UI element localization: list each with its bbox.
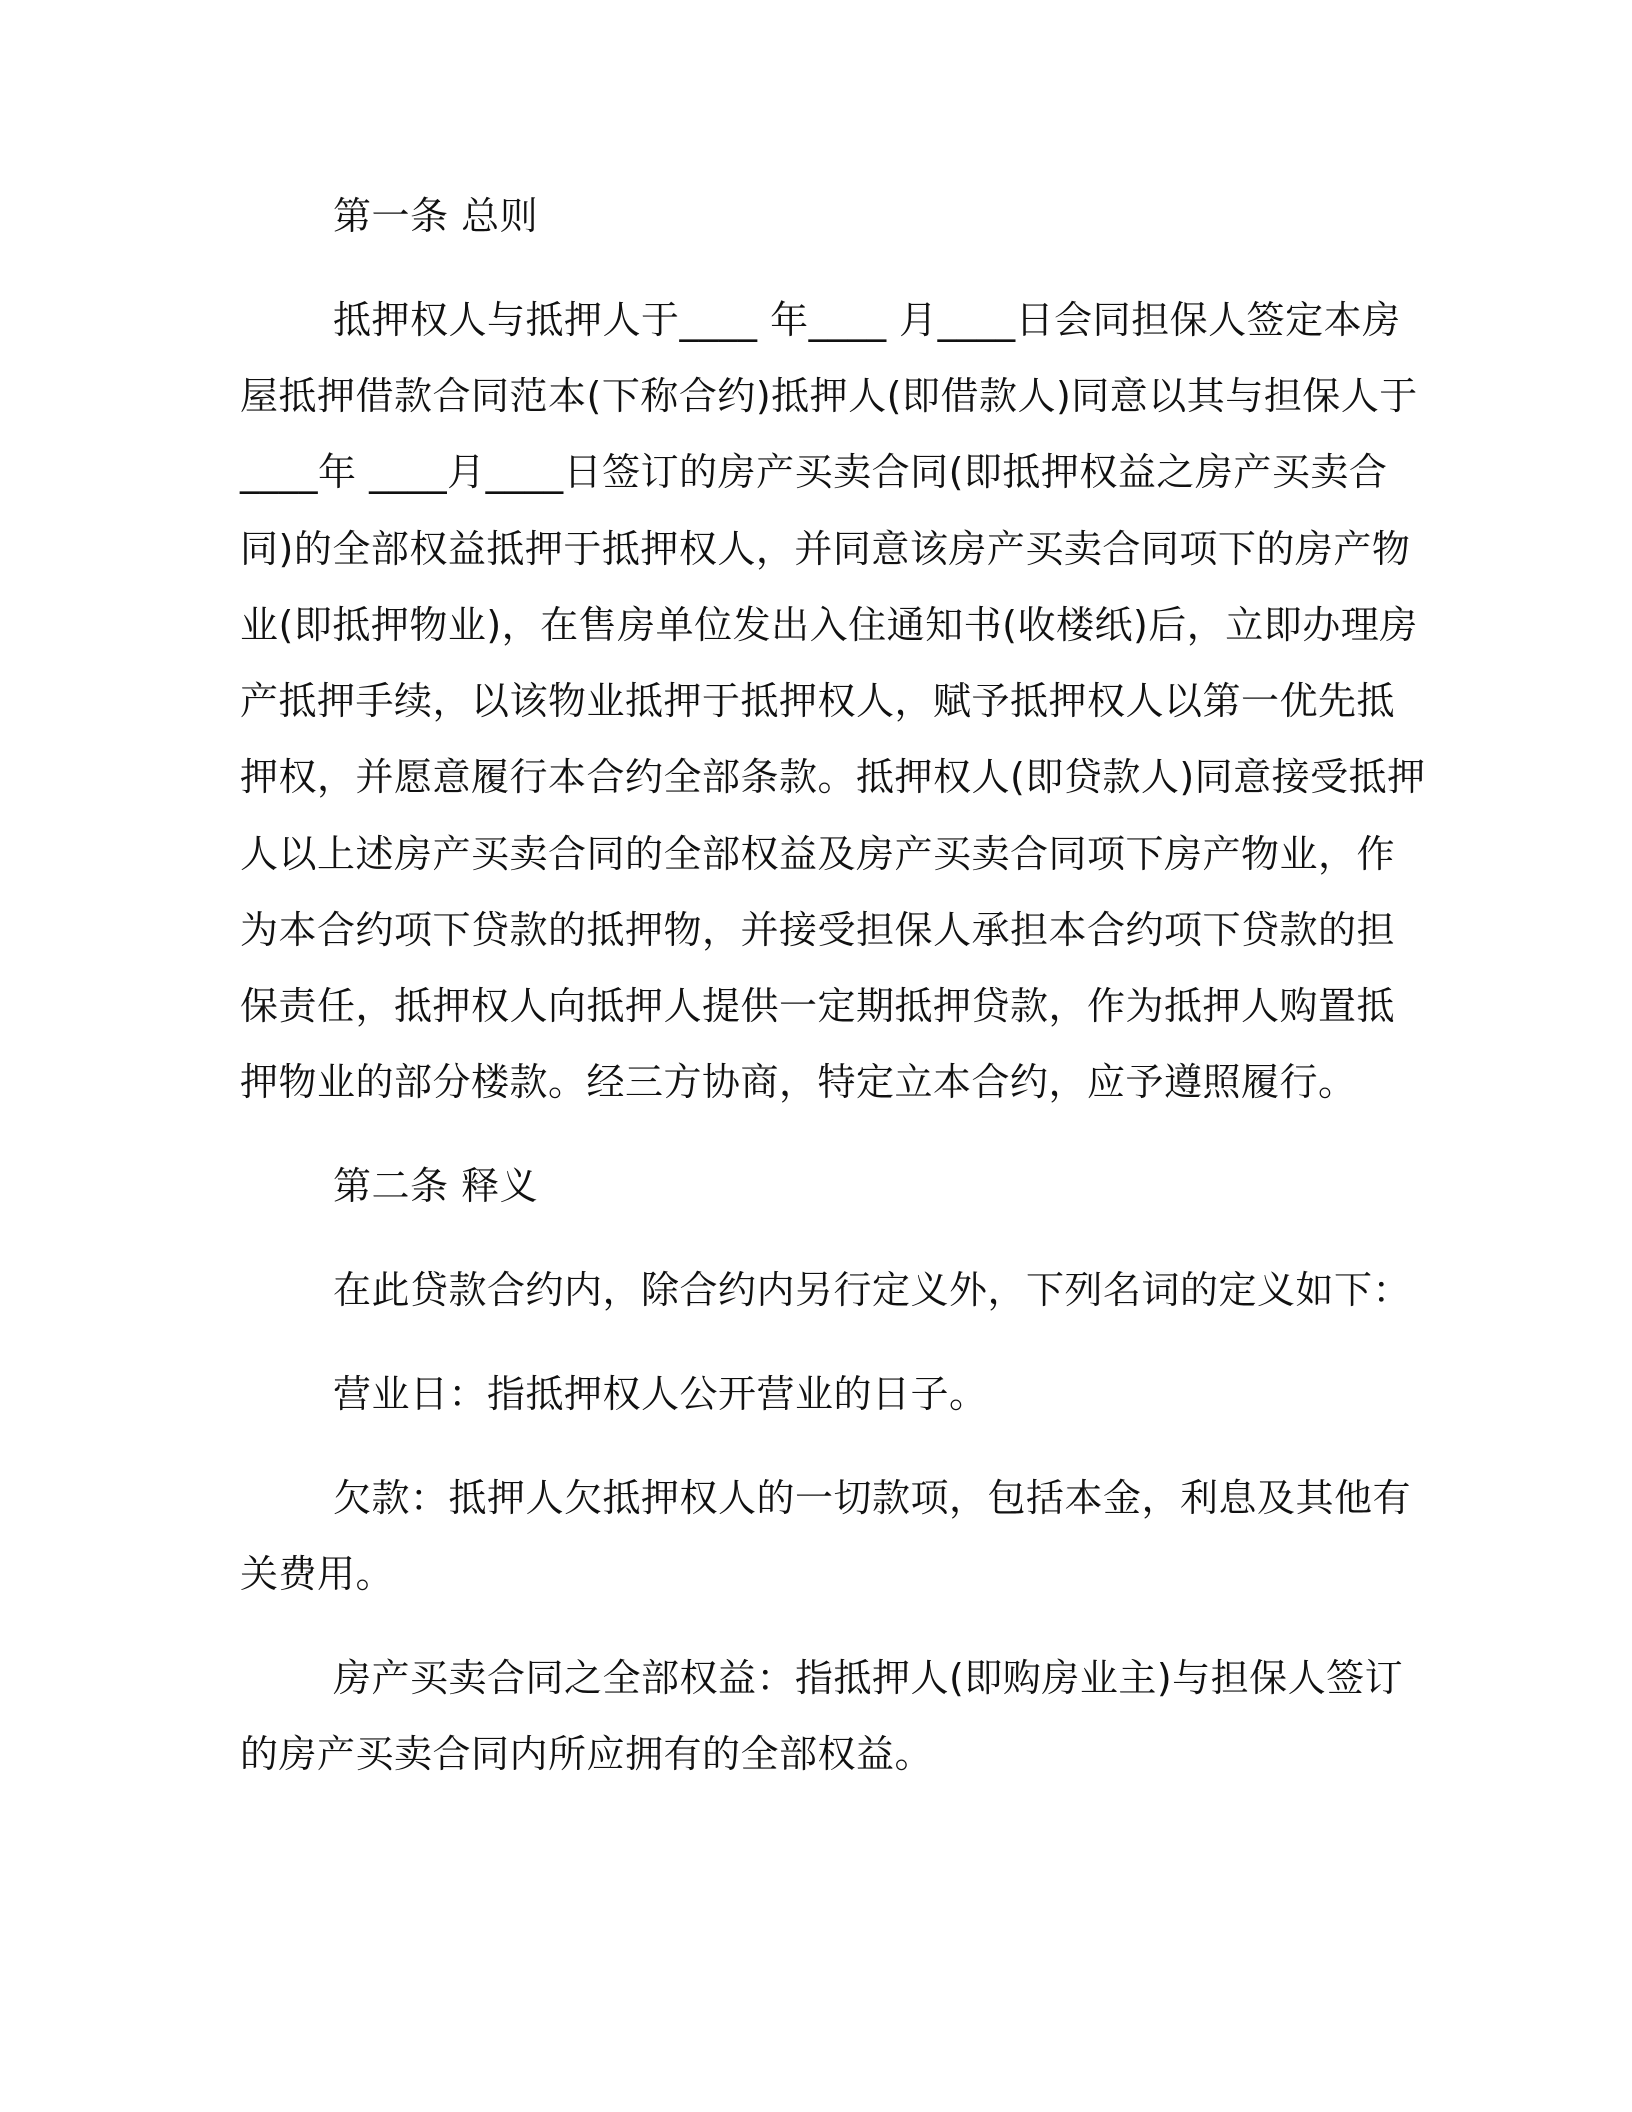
- definition-contract-rights: 的房产买卖合同内所应拥有的全部权益。: [240, 1732, 934, 1776]
- definition-contract-rights: 房产买卖合同之全部权益：指抵押人(即购房业主)与担保人签订: [333, 1656, 1404, 1700]
- article-1-line: 为本合约项下贷款的抵押物，并接受担保人承担本合约项下贷款的担: [240, 908, 1396, 952]
- article-1-line: 押物业的部分楼款。经三方协商，特定立本合约，应予遵照履行。: [240, 1060, 1357, 1104]
- definition-business-day: 营业日：指抵押权人公开营业的日子。: [333, 1372, 988, 1416]
- article-1-line: 保责任，抵押权人向抵押人提供一定期抵押贷款，作为抵押人购置抵: [240, 984, 1396, 1028]
- article-1-line: 押权，并愿意履行本合约全部条款。抵押权人(即贷款人)同意接受抵押: [240, 755, 1426, 799]
- article-1-line: 产抵押手续，以该物业抵押于抵押权人，赋予抵押权人以第一优先抵: [240, 679, 1396, 723]
- article-1-line: 业(即抵押物业)，在售房单位发出入住通知书(收楼纸)后，立即办理房: [240, 603, 1418, 647]
- article-1-line: 抵押权人与抵押人于____ 年____ 月____日会同担保人签定本房: [333, 298, 1401, 342]
- definition-arrears: 关费用。: [240, 1552, 395, 1596]
- article-1-heading: 第一条 总则: [333, 194, 539, 238]
- definition-arrears: 欠款：抵押人欠抵押权人的一切款项，包括本金，利息及其他有: [333, 1476, 1412, 1520]
- article-1-line: 人以上述房产买卖合同的全部权益及房产买卖合同项下房产物业，作: [240, 832, 1396, 876]
- article-2-heading: 第二条 释义: [333, 1164, 539, 1208]
- article-1-line: ____年 ____月____日签订的房产买卖合同(即抵押权益之房产买卖合: [240, 450, 1388, 494]
- article-1-line: 同)的全部权益抵押于抵押权人，并同意该房产买卖合同项下的房产物: [240, 527, 1411, 571]
- definitions-intro: 在此贷款合约内，除合约内另行定义外，下列名词的定义如下：: [333, 1268, 1412, 1312]
- article-1-line: 屋抵押借款合同范本(下称合约)抵押人(即借款人)同意以其与担保人于: [240, 374, 1418, 418]
